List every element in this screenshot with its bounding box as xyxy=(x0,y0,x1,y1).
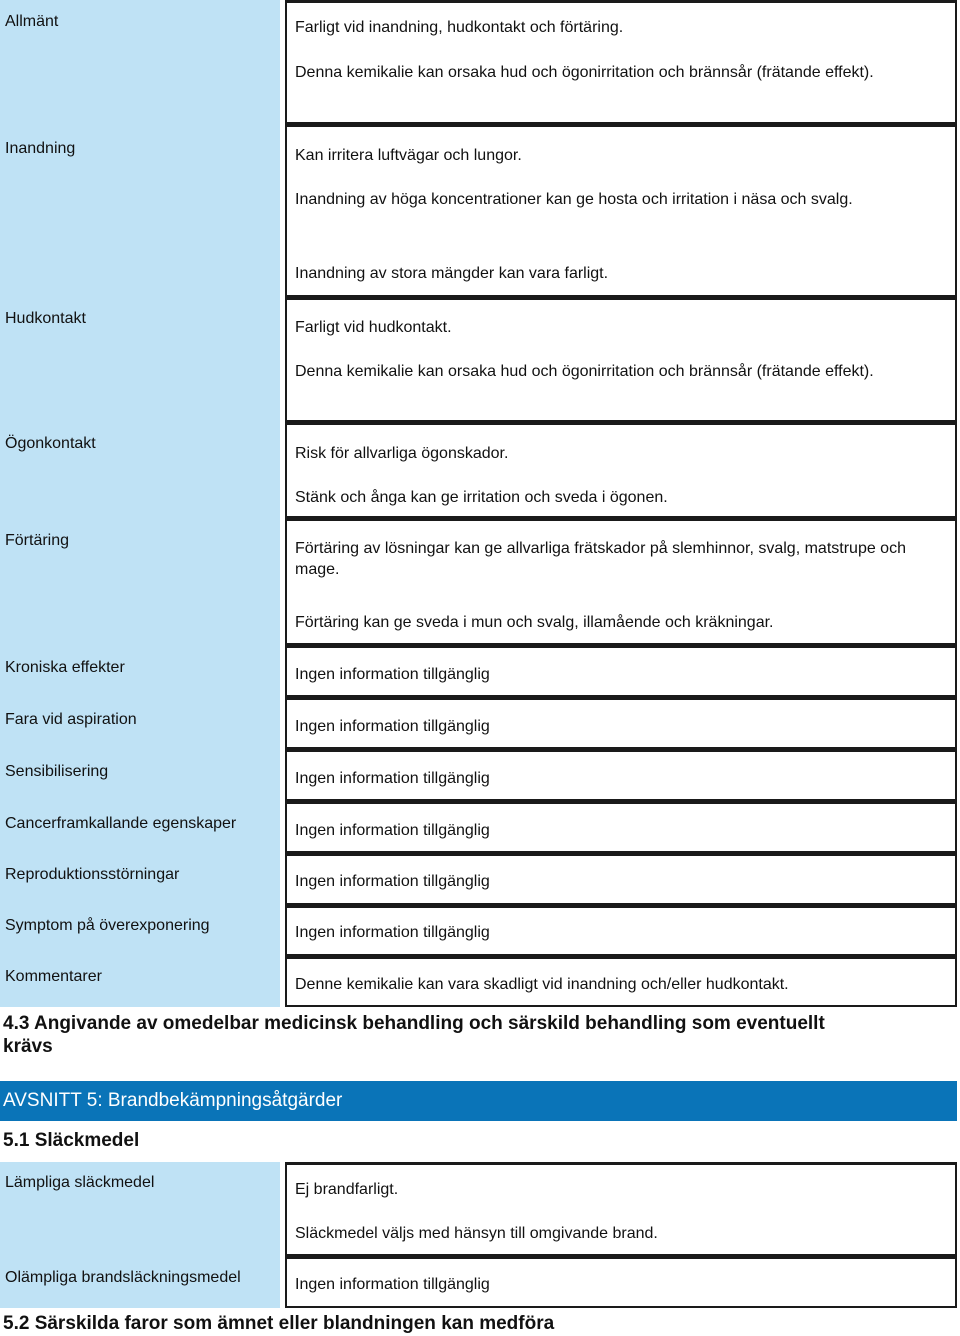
heading-5-2: 5.2 Särskilda faror som ämnet eller blandningen kan medföra xyxy=(3,1313,555,1334)
value-line: Denne kemikalie kan vara skadligt vid inandning och/eller hudkontakt. xyxy=(295,976,789,993)
row-value xyxy=(285,124,957,297)
heading-4-3: 4.3 Angivande av omedelbar medicinsk behandling och särskild behandling som eventuellt krävs xyxy=(3,1013,825,1057)
row-value xyxy=(285,0,957,124)
row-kroniska-effekter xyxy=(0,645,960,697)
row-value xyxy=(285,518,957,645)
label-text: Ögonkontakt xyxy=(5,435,96,452)
row-label xyxy=(0,1256,280,1308)
label-text: Sensibilisering xyxy=(5,763,109,780)
value-line: Ingen information tillgänglig xyxy=(295,770,490,787)
value-line: Inandning av stora mängder kan vara farligt. xyxy=(295,265,609,282)
row-fara-vid-aspiration xyxy=(0,697,960,749)
label-text: Fara vid aspiration xyxy=(5,711,137,728)
row-label xyxy=(0,124,280,297)
value-line: Ingen information tillgänglig xyxy=(295,666,490,683)
row-label xyxy=(0,956,280,1007)
value-line: Ingen information tillgänglig xyxy=(295,718,490,735)
label-text: Kroniska effekter xyxy=(5,659,125,676)
row-ogonkontakt xyxy=(0,422,960,518)
row-value xyxy=(285,905,957,956)
row-value xyxy=(285,1256,957,1308)
row-value xyxy=(285,697,957,749)
row-cancerframkallande xyxy=(0,801,960,853)
label-text: Reproduktionsstörningar xyxy=(5,866,180,883)
row-symptom-overexponering xyxy=(0,905,960,956)
label-text: Förtäring xyxy=(5,532,70,549)
label-text: Lämpliga släckmedel xyxy=(5,1174,155,1191)
value-line: Ingen information tillgänglig xyxy=(295,1276,490,1293)
label-text: Hudkontakt xyxy=(5,310,86,327)
row-value xyxy=(285,853,957,905)
row-value xyxy=(285,749,957,801)
row-label xyxy=(0,905,280,956)
row-fortaring xyxy=(0,518,960,645)
row-label xyxy=(0,1162,280,1256)
value-line: Denna kemikalie kan orsaka hud och ögonirritation och brännsår (frätande effekt). xyxy=(295,363,874,380)
section-5-banner: AVSNITT 5: Brandbekämpningsåtgärder xyxy=(0,1081,957,1121)
label-text: Allmänt xyxy=(5,13,59,30)
row-value xyxy=(285,422,957,518)
row-label xyxy=(0,697,280,749)
value-line: Denna kemikalie kan orsaka hud och ögonirritation och brännsår (frätande effekt). xyxy=(295,64,874,81)
value-line: Farligt vid hudkontakt. xyxy=(295,319,452,336)
value-line: Ej brandfarligt. xyxy=(295,1181,399,1198)
row-label xyxy=(0,0,280,124)
row-allmant xyxy=(0,0,960,124)
value-line: Farligt vid inandning, hudkontakt och förtäring. xyxy=(295,19,624,36)
row-label xyxy=(0,422,280,518)
value-line: Förtäring kan ge sveda i mun och svalg, illamående och kräkningar. xyxy=(295,614,774,631)
row-lampliga-slackmedel xyxy=(0,1162,960,1256)
row-label xyxy=(0,645,280,697)
row-label xyxy=(0,518,280,645)
row-label xyxy=(0,749,280,801)
row-value xyxy=(285,297,957,422)
row-hudkontakt xyxy=(0,297,960,422)
row-sensibilisering xyxy=(0,749,960,801)
label-text: Kommentarer xyxy=(5,968,102,985)
row-value xyxy=(285,956,957,1007)
heading-5-1: 5.1 Släckmedel xyxy=(3,1130,140,1151)
row-olampliga-brandslackningsmedel xyxy=(0,1256,960,1308)
label-text: Cancerframkallande egenskaper xyxy=(5,815,237,832)
value-line: Ingen information tillgänglig xyxy=(295,924,490,941)
row-label xyxy=(0,297,280,422)
row-label xyxy=(0,801,280,853)
row-kommentarer xyxy=(0,956,960,1007)
value-line: Stänk och ånga kan ge irritation och sveda i ögonen. xyxy=(295,489,668,506)
value-line: Släckmedel väljs med hänsyn till omgivande brand. xyxy=(295,1225,658,1242)
label-text: Inandning xyxy=(5,140,76,157)
value-line: Förtäring av lösningar kan ge allvarliga frätskador på slemhinnor, svalg, matstrupe och mage. xyxy=(295,540,906,578)
value-line: Inandning av höga koncentrationer kan ge hosta och irritation i näsa och svalg. xyxy=(295,191,853,208)
row-value xyxy=(285,1162,957,1256)
row-value xyxy=(285,801,957,853)
row-label xyxy=(0,853,280,905)
value-line: Risk för allvarliga ögonskador. xyxy=(295,445,509,462)
value-line: Ingen information tillgänglig xyxy=(295,873,490,890)
value-line: Kan irritera luftvägar och lungor. xyxy=(295,147,522,164)
row-reproduktionsstorningar xyxy=(0,853,960,905)
row-value xyxy=(285,645,957,697)
row-inandning xyxy=(0,124,960,297)
value-line: Ingen information tillgänglig xyxy=(295,822,490,839)
label-text: Olämpliga brandsläckningsmedel xyxy=(5,1269,241,1286)
label-text: Symptom på överexponering xyxy=(5,917,210,934)
